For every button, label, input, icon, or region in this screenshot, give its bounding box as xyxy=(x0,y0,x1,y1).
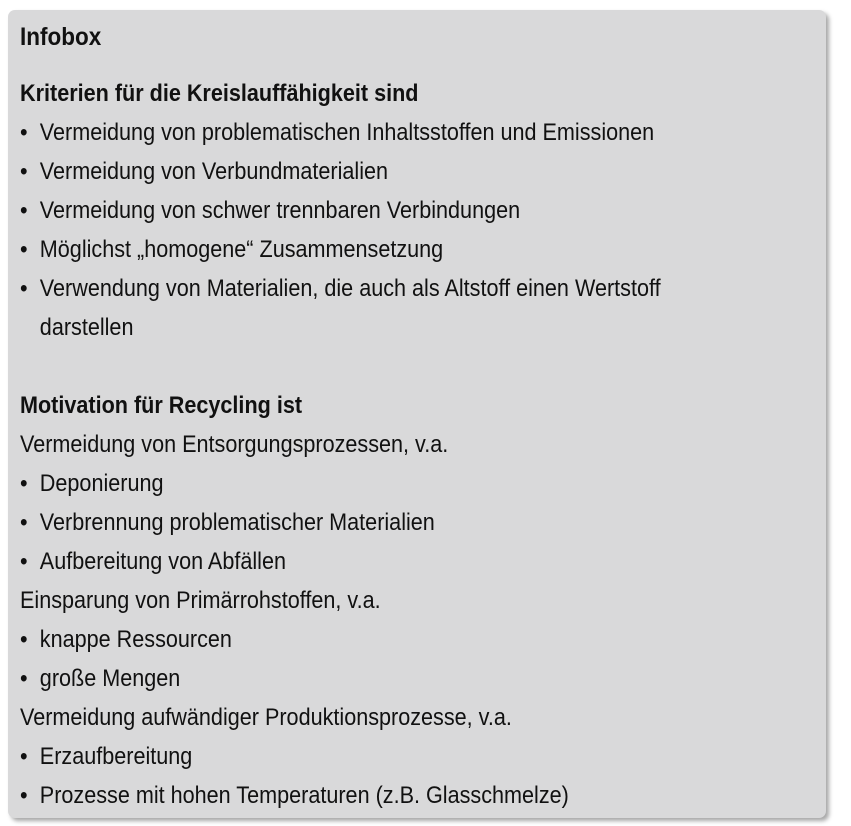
bullet-icon: • xyxy=(20,236,28,263)
bullet-icon: • xyxy=(20,782,28,809)
list-item-text: Verwendung von Materialien, die auch als Altstoff einen Wertstoff darstellen xyxy=(39,275,661,341)
list-item xyxy=(20,113,736,152)
list-item-text: knappe Ressourcen xyxy=(39,626,232,653)
list-item xyxy=(20,542,736,581)
section-heading-criteria: Kriterien für die Kreislauffähigkeit sind xyxy=(20,80,419,107)
list-item-text: Deponierung xyxy=(39,470,164,497)
list-item xyxy=(20,191,736,230)
list-item xyxy=(20,659,736,698)
bullet-icon: • xyxy=(20,119,28,146)
list-item xyxy=(20,737,736,776)
bullet-icon: • xyxy=(20,665,28,692)
list-item xyxy=(20,230,736,269)
bullet-icon: • xyxy=(20,470,28,497)
section-heading-motivation: Motivation für Recycling ist xyxy=(20,392,303,419)
section-spacer xyxy=(20,347,826,386)
list-item xyxy=(20,620,736,659)
bullet-icon: • xyxy=(20,509,28,536)
list-item-text: Möglichst „homogene“ Zusammensetzung xyxy=(39,236,444,263)
list-item-text: Verbrennung problematischer Materialien xyxy=(39,509,435,536)
bullet-icon: • xyxy=(20,275,28,302)
group-intro: Vermeidung aufwändiger Produktionsprozesse, v.a. xyxy=(20,704,512,731)
bullet-icon: • xyxy=(20,626,28,653)
group-intro: Vermeidung von Entsorgungsprozessen, v.a. xyxy=(20,431,449,458)
bullet-icon: • xyxy=(20,743,28,770)
list-item-text: große Mengen xyxy=(39,665,181,692)
list-item xyxy=(20,776,736,815)
list-item-text: Prozesse mit hohen Temperaturen (z.B. Glasschmelze) xyxy=(39,782,569,809)
list-item-text: Aufbereitung von Abfällen xyxy=(39,548,286,575)
list-item-text: Vermeidung von Verbundmaterialien xyxy=(39,158,389,185)
list-item-text: Vermeidung von problematischen Inhaltsstoffen und Emissionen xyxy=(39,119,655,146)
bullet-icon: • xyxy=(20,158,28,185)
list-item xyxy=(20,269,736,347)
infobox xyxy=(8,10,826,818)
infobox-title: Infobox xyxy=(20,23,102,51)
list-item-text: Erzaufbereitung xyxy=(39,743,193,770)
bullet-icon: • xyxy=(20,197,28,224)
list-item xyxy=(20,152,736,191)
group-intro: Einsparung von Primärrohstoffen, v.a. xyxy=(20,587,381,614)
list-item xyxy=(20,464,736,503)
list-item-text: Vermeidung von schwer trennbaren Verbindungen xyxy=(39,197,521,224)
bullet-icon: • xyxy=(20,548,28,575)
list-item xyxy=(20,503,736,542)
